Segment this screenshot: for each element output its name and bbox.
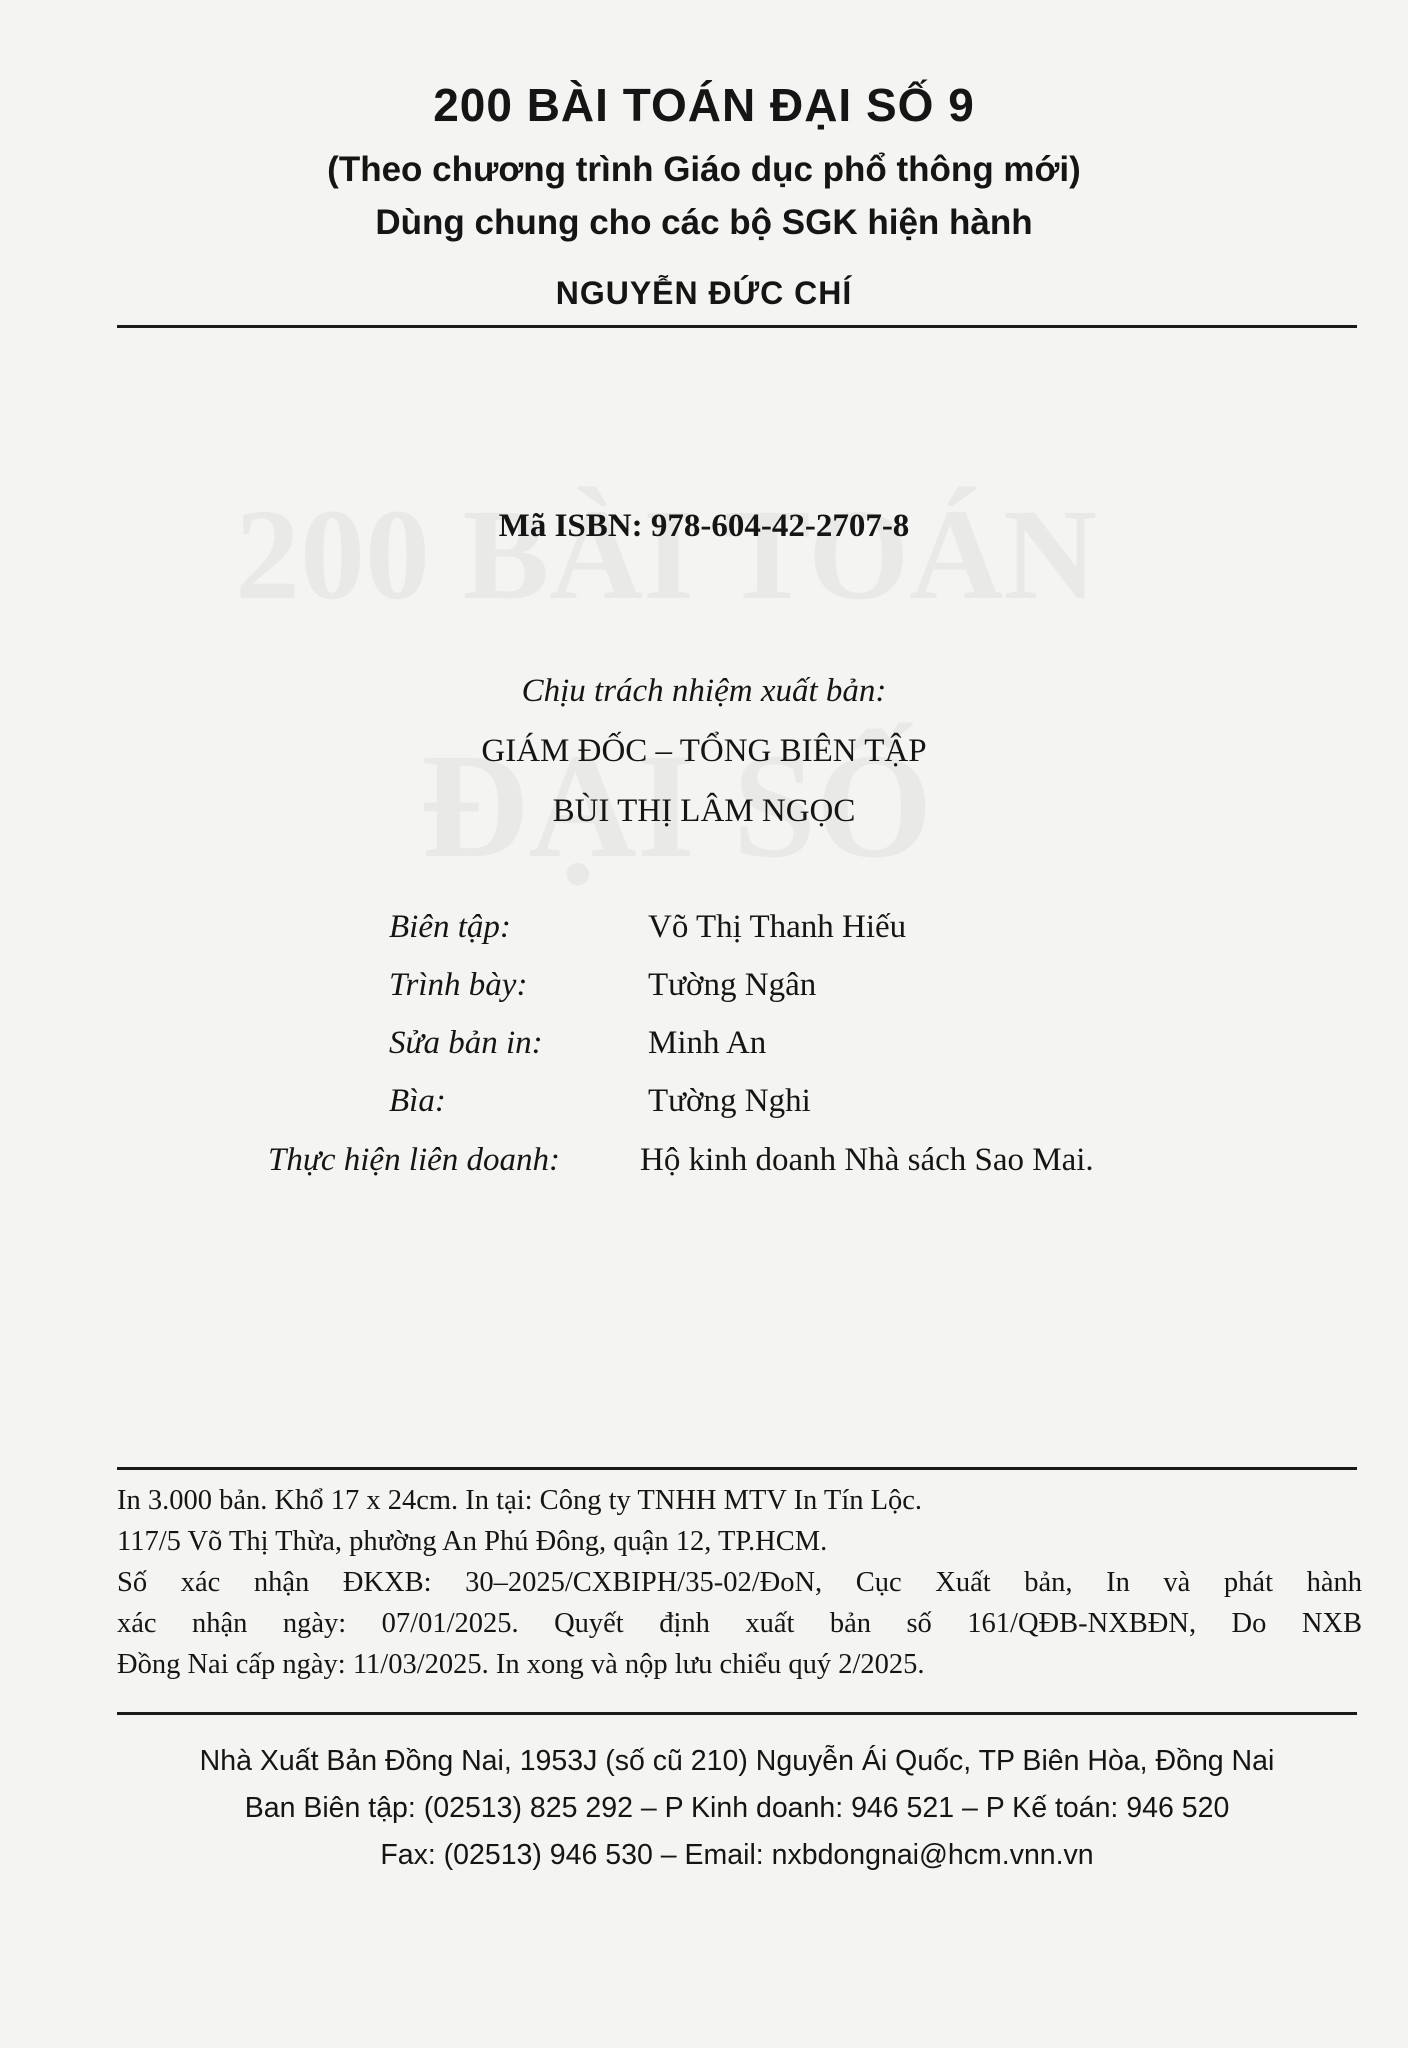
book-subtitle-usage: Dùng chung cho các bộ SGK hiện hành [375,203,1033,242]
book-subtitle: (Theo chương trình Giáo dục phổ thông mới) [327,150,1081,189]
responsibility-label: Chịu trách nhiệm xuất bản: [521,673,887,709]
credit-value: Võ Thị Thanh Hiếu [648,909,907,945]
divider [117,1712,1357,1715]
credit-label: Trình bày: [389,967,528,1003]
credit-value: Minh An [648,1025,767,1061]
show-through-mark [235,480,1097,630]
print-info-line: 117/5 Võ Thị Thừa, phường An Phú Đông, quận 12, TP.HCM. [117,1526,828,1557]
isbn: Mã ISBN: 978-604-42-2707-8 [498,508,910,544]
print-info-line: Số xác nhận ĐKXB: 30–2025/CXBIPH/35-02/ĐoN, Cục Xuất bản, In và phát hành [117,1567,1362,1598]
credit-value: Tường Ngân [648,967,817,1003]
print-info-line: xác nhận ngày: 07/01/2025. Quyết định xuất bản số 161/QĐB-NXBĐN, Do NXB [117,1608,1362,1639]
book-title: 200 BÀI TOÁN ĐẠI SỐ 9 [433,79,975,131]
credit-value: Tường Nghi [648,1083,811,1119]
publisher-info [117,1738,1357,1879]
credit-row [0,963,1408,1007]
credit-row [0,1021,1408,1065]
divider [117,325,1357,328]
credit-label: Biên tập: [389,909,511,945]
publisher-address: Nhà Xuất Bản Đồng Nai, 1953J (số cũ 210) Nguyễn Ái Quốc, TP Biên Hòa, Đồng Nai [199,1745,1275,1777]
responsibility-title: GIÁM ĐỐC – TỔNG BIÊN TẬP [481,733,927,769]
credit-row [0,1138,1408,1182]
credit-row [0,1079,1408,1123]
credit-label: Bìa: [389,1083,446,1119]
credit-label: Thực hiện liên doanh: [268,1142,561,1178]
book-author: NGUYỄN ĐỨC CHÍ [555,275,853,311]
credit-label: Sửa bản in: [389,1025,543,1061]
print-info-line: Đồng Nai cấp ngày: 11/03/2025. In xong và nộp lưu chiểu quý 2/2025. [117,1649,925,1680]
publisher-contact: Fax: (02513) 946 530 – Email: nxbdongnai@hcm.vnn.vn [380,1839,1094,1871]
responsibility-name: BÙI THỊ LÂM NGỌC [552,793,856,829]
credit-row [0,905,1408,949]
print-info-line: In 3.000 bản. Khổ 17 x 24cm. In tại: Công ty TNHH MTV In Tín Lộc. [117,1485,923,1516]
print-info [117,1480,1362,1685]
divider [117,1467,1357,1470]
credit-value: Hộ kinh doanh Nhà sách Sao Mai. [640,1142,1094,1178]
publisher-phones: Ban Biên tập: (02513) 825 292 – P Kinh doanh: 946 521 – P Kế toán: 946 520 [244,1792,1230,1824]
